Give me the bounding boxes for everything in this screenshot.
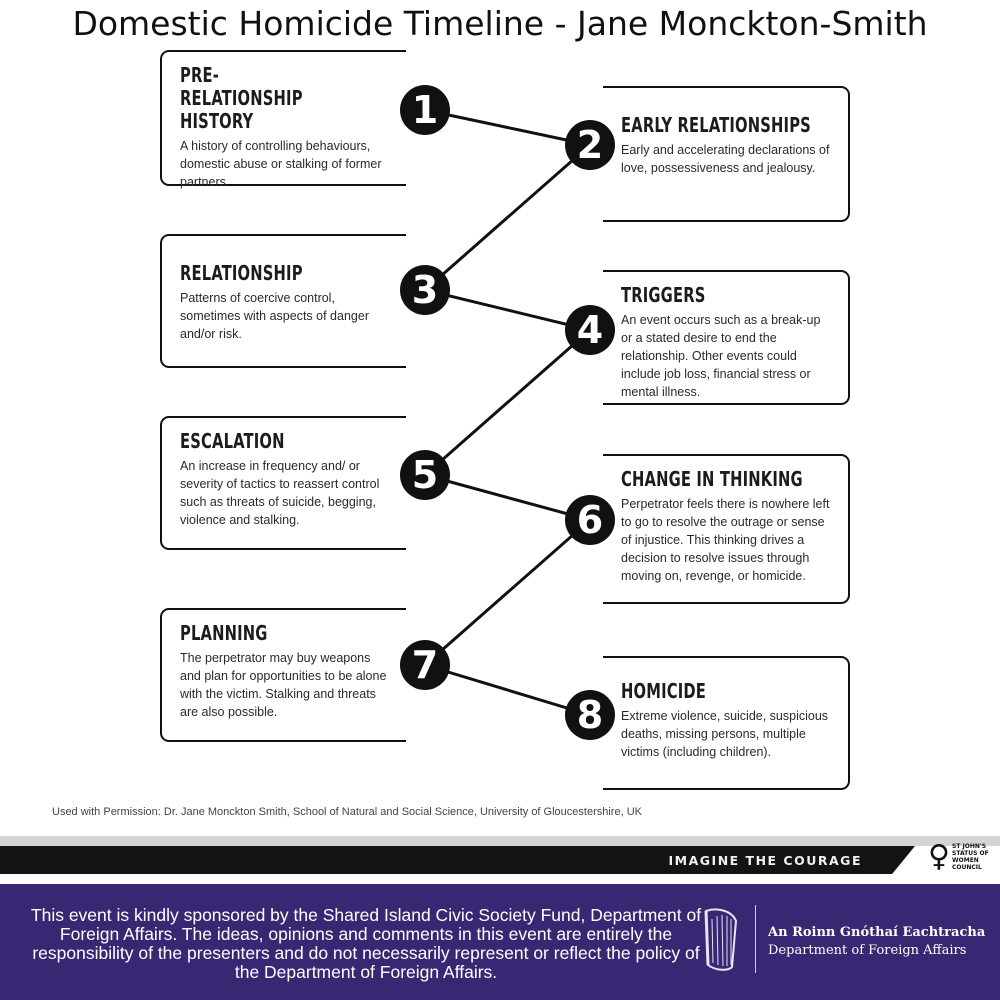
stage-heading: ESCALATION (180, 429, 285, 453)
stage-box-8 (603, 656, 850, 790)
banner-stripe (0, 836, 1000, 846)
stage-number-7: 7 (400, 640, 450, 690)
stage-box-1 (160, 50, 406, 189)
stage-description: An increase in frequency and/ or severity of tactics to reassert control such as threats of suicide, begging, violence and stalking. (180, 459, 380, 527)
page-title: Domestic Homicide Timeline - Jane Monckton-Smith (72, 4, 928, 43)
stage-box-3 (160, 234, 406, 368)
stage-description: Perpetrator feels there is nowhere left to go to resolve the outrage or sense of injustice. This thinking drives a decision to resolve issues through moving on, revenge, or homicide. (621, 497, 830, 583)
stage-heading: PRE-RELATIONSHIP HISTORY (180, 63, 303, 133)
stage-heading: TRIGGERS (621, 283, 706, 307)
stage-number-5: 5 (400, 450, 450, 500)
female-symbol-icon: ♀ (928, 839, 950, 874)
permission-credit: Used with Permission: Dr. Jane Monckton Smith, School of Natural and Social Science, University of Gloucestershire, UK (52, 806, 642, 818)
department-name-irish: An Roinn Gnóthaí Eachtracha (768, 925, 986, 940)
stage-number-3: 3 (400, 265, 450, 315)
stage-box-5 (160, 416, 406, 550)
harp-icon (698, 905, 742, 975)
stage-number-8: 8 (565, 690, 615, 740)
stage-heading: CHANGE IN THINKING (621, 467, 803, 491)
stage-description: Early and accelerating declarations of love, possessiveness and jealousy. (621, 143, 830, 175)
stage-number-1: 1 (400, 85, 450, 135)
stage-box-4 (603, 270, 850, 405)
council-logo-text: ST JOHN'S STATUS OF WOMEN COUNCIL (952, 843, 989, 871)
stage-box-2 (603, 86, 850, 222)
banner-slogan: IMAGINE THE COURAGE (668, 853, 862, 868)
footer-divider (755, 905, 756, 973)
stage-heading: RELATIONSHIP (180, 261, 303, 285)
department-name-english: Department of Foreign Affairs (768, 943, 967, 958)
stage-description: A history of controlling behaviours, domestic abuse or stalking of former partners. (180, 139, 382, 189)
stage-number-2: 2 (565, 120, 615, 170)
stage-description: An event occurs such as a break-up or a stated desire to end the relationship. Other events could include job loss, financial stress or mental illness. (621, 313, 821, 399)
stage-description: Patterns of coercive control, sometimes with aspects of danger and/or risk. (180, 291, 369, 341)
connector-line (425, 110, 590, 715)
stage-box-7 (160, 608, 406, 742)
department-name (768, 924, 985, 960)
sponsor-statement: This event is kindly sponsored by the Shared Island Civic Society Fund, Department of Foreign Affairs. The ideas, opinions and comments in this event are entirely the responsibility of the presenters and do not necessarily represent or reflect the policy of the Department of Foreign Affairs. (30, 905, 702, 982)
stage-heading: EARLY RELATIONSHIPS (621, 113, 811, 137)
stage-number-6: 6 (565, 495, 615, 545)
stage-number-4: 4 (565, 305, 615, 355)
stage-heading: HOMICIDE (621, 679, 707, 703)
stage-box-6 (603, 454, 850, 604)
stage-description: Extreme violence, suicide, suspicious deaths, missing persons, multiple victims (including children). (621, 709, 829, 759)
stage-heading: PLANNING (180, 621, 268, 645)
stage-description: The perpetrator may buy weapons and plan for opportunities to be alone with the victim. Stalking and threats are also possible. (180, 651, 387, 719)
